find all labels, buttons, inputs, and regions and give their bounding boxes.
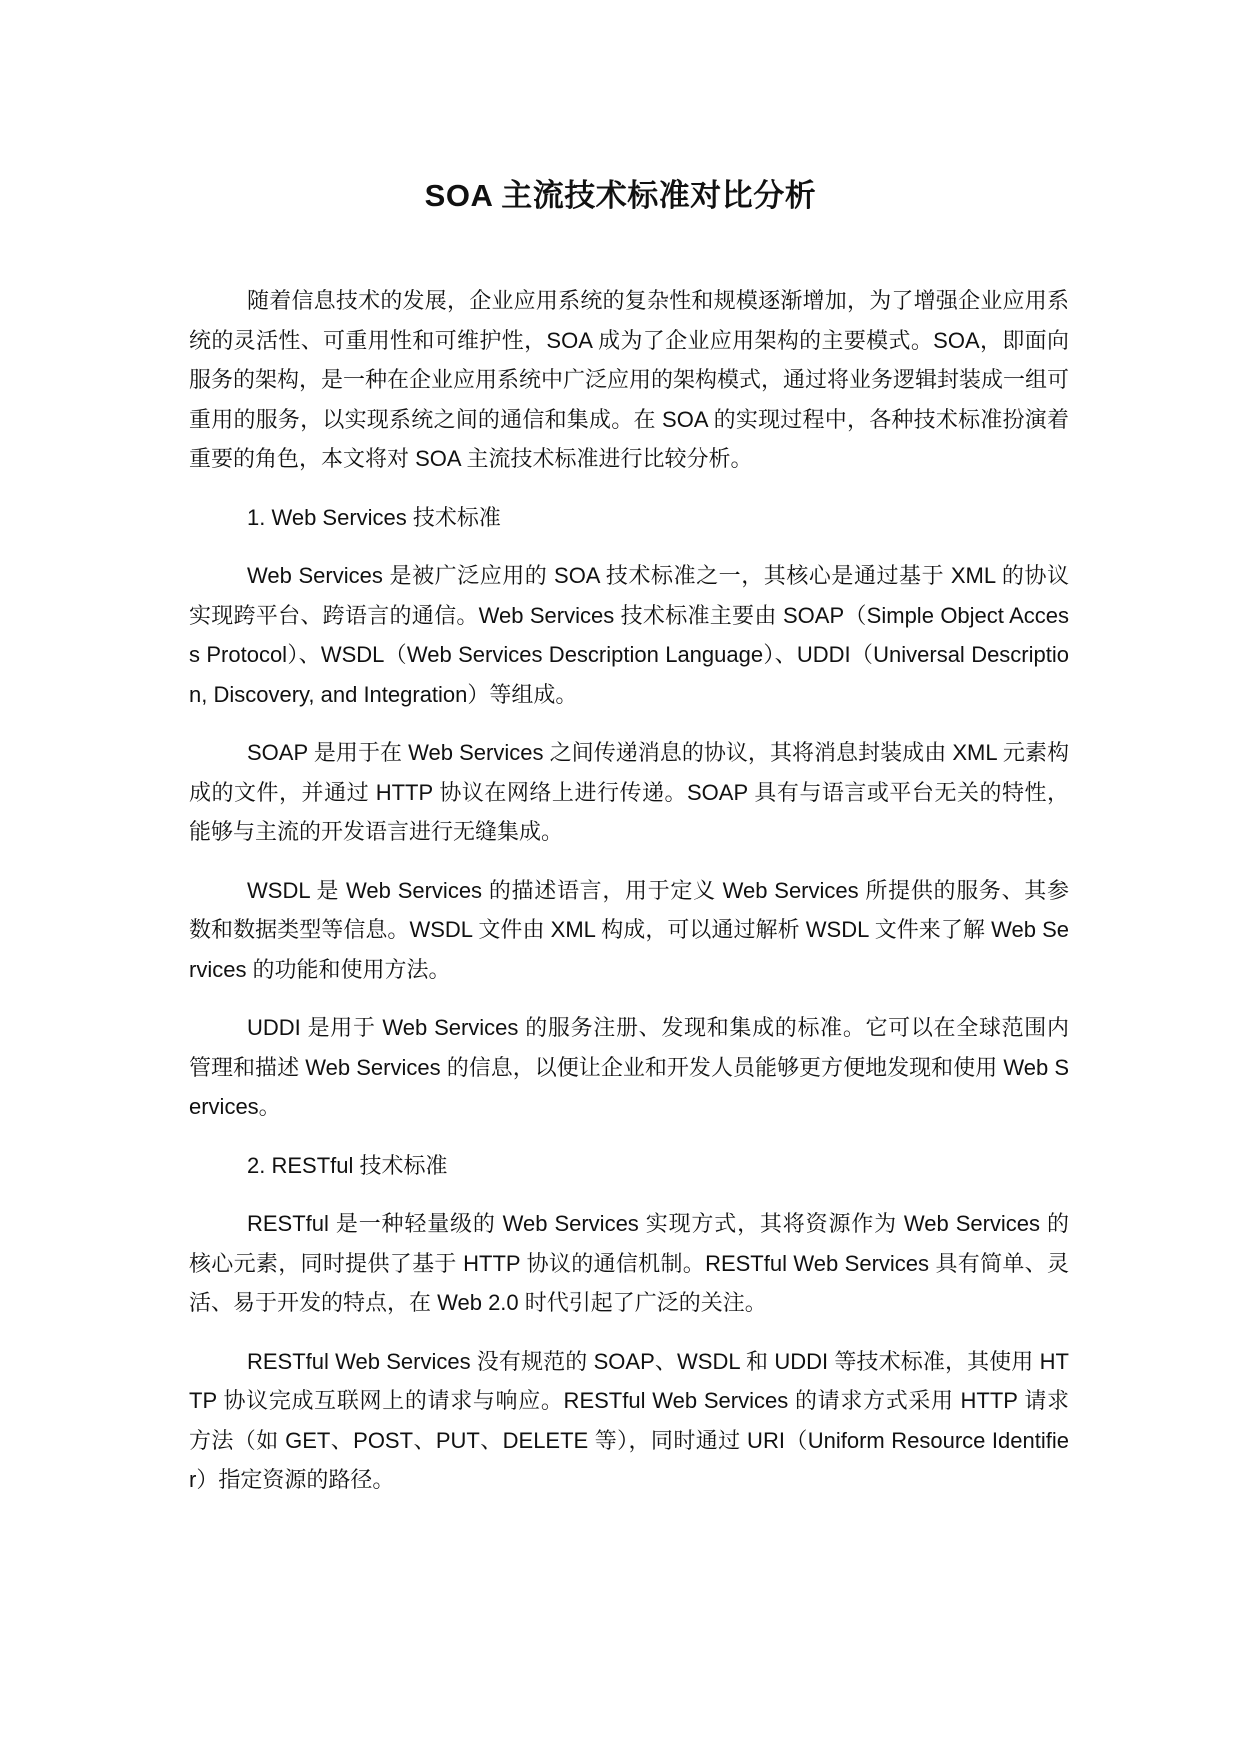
document-body	[189, 281, 1069, 1519]
restful-paragraph: RESTful 是一种轻量级的 Web Services 实现方式，其将资源作为 Web Services 的核心元素，同时提供了基于 HTTP 协议的通信机制。RESTful Web Services 具有简单、灵活、易于开发的特点，在 Web 2.0 时代引起了广泛的关注。	[189, 1211, 1069, 1315]
restful-details-paragraph: RESTful Web Services 没有规范的 SOAP、WSDL 和 UDDI 等技术标准，其使用 HTTP 协议完成互联网上的请求与响应。RESTful Web Services 的请求方式采用 HTTP 请求方法（如 GET、POST、PUT、DELETE 等），同时通过 URI（Uniform Resource Identifier）指定资源的路径。	[189, 1348, 1069, 1492]
web-services-paragraph: Web Services 是被广泛应用的 SOA 技术标准之一，其核心是通过基于 XML 的协议实现跨平台、跨语言的通信。Web Services 技术标准主要由 SOAP（Simple Object Access Protocol）、WSDL（Web Services Description Language）、UDDI（Universal Description, Discovery, and Integration）等组成。	[189, 563, 1069, 707]
soap-paragraph: SOAP 是用于在 Web Services 之间传递消息的协议，其将消息封装成由 XML 元素构成的文件，并通过 HTTP 协议在网络上进行传递。SOAP 具有与语言或平台无关的特性，能够与主流的开发语言进行无缝集成。	[189, 740, 1069, 844]
uddi-paragraph: UDDI 是用于 Web Services 的服务注册、发现和集成的标准。它可以在全球范围内管理和描述 Web Services 的信息，以便让企业和开发人员能够更方便地发现和使用 Web Services。	[189, 1015, 1069, 1119]
wsdl-paragraph: WSDL 是 Web Services 的描述语言，用于定义 Web Services 所提供的服务、其参数和数据类型等信息。WSDL 文件由 XML 构成，可以通过解析 WSDL 文件来了解 Web Services 的功能和使用方法。	[189, 877, 1069, 982]
section-heading-web-services: 1. Web Services 技术标准	[247, 504, 501, 530]
section-heading-restful: 2. RESTful 技术标准	[247, 1152, 448, 1178]
document-title: SOA 主流技术标准对比分析	[424, 178, 817, 213]
intro-paragraph: 随着信息技术的发展，企业应用系统的复杂性和规模逐渐增加，为了增强企业应用系统的灵活性、可重用性和可维护性，SOA 成为了企业应用架构的主要模式。SOA，即面向服务的架构，是一种在企业应用系统中广泛应用的架构模式，通过将业务逻辑封装成一组可重用的服务，以实现系统之间的通信和集成。在 SOA 的实现过程中，各种技术标准扮演着重要的角色，本文将对 SOA 主流技术标准进行比较分析。	[189, 288, 1070, 471]
